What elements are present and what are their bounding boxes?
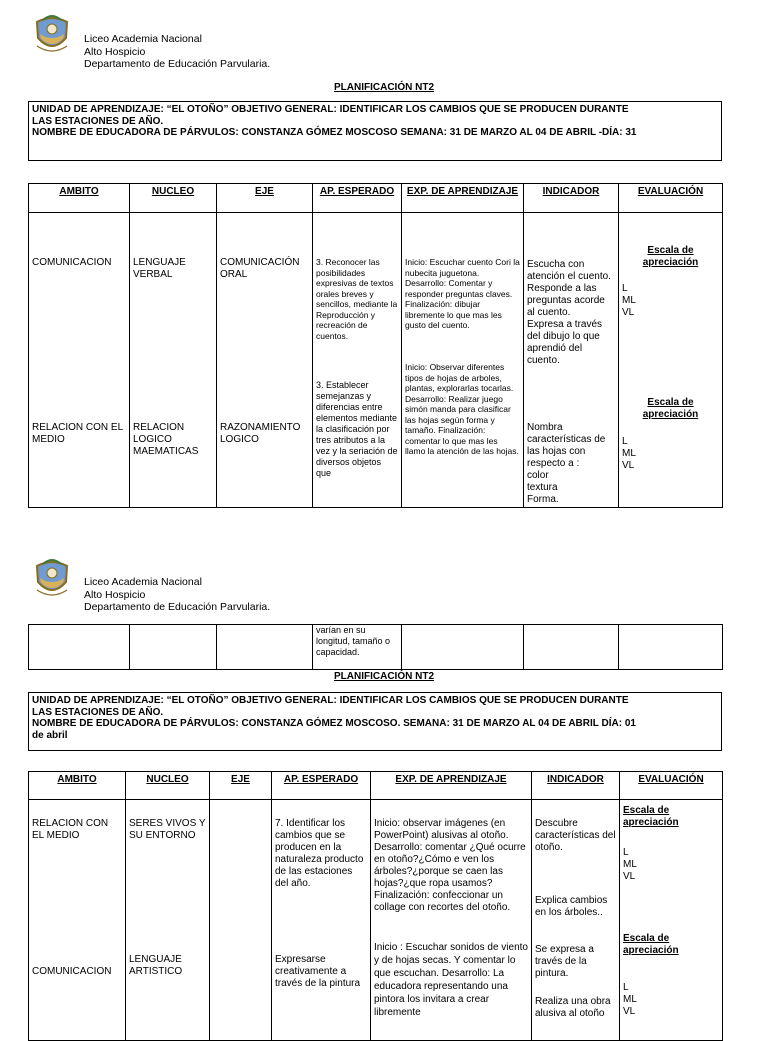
table-header-row — [29, 184, 723, 213]
nucleo-cell — [126, 800, 210, 1041]
col-indicador: INDICADOR — [524, 184, 619, 213]
evaluacion-cell — [620, 800, 723, 1041]
table-row — [29, 625, 723, 670]
eje-1: COMUNICACIÓN ORAL — [220, 257, 300, 280]
school-city: Alto Hospicio — [84, 588, 146, 601]
eje-cell — [217, 213, 313, 508]
unit-line-1: UNIDAD DE APRENDIZAJE: “EL OTOÑO” OBJETIVO GENERAL: IDENTIFICAR LOS CAMBIOS QUE SE PRODUCEN DURANTE — [32, 695, 629, 706]
school-name: Liceo Academia Nacional — [84, 576, 202, 588]
empty-cell — [29, 625, 130, 670]
ambito-1: RELACION CON EL MEDIO — [32, 818, 109, 841]
col-ap-esperado: AP. ESPERADO — [313, 184, 402, 213]
ap-esperado-cell — [313, 213, 402, 508]
school-header — [84, 33, 270, 71]
ap-esperado-2: 3. Establecer semejanzas y diferencias entre elementos mediante la clasificación por tres atributos a la vez y la seriación de diversos objetos que — [316, 380, 398, 478]
eval-levels-1: L ML VL — [623, 847, 637, 882]
col-ap-esperado: AP. ESPERADO — [272, 772, 371, 800]
eval-levels-1: L ML VL — [622, 283, 636, 318]
unit-info-box — [28, 101, 722, 161]
school-crest-logo-2 — [33, 556, 71, 600]
school-city: Alto Hospicio — [84, 45, 146, 58]
col-nucleo: NUCLEO — [130, 184, 217, 213]
nucleo-1: LENGUAJE VERBAL — [133, 257, 186, 280]
col-evaluacion: EVALUACIÓN — [619, 184, 723, 213]
eval-scale-2: Escala de apreciación — [623, 933, 679, 956]
nucleo-cell — [130, 213, 217, 508]
empty-cell — [619, 625, 723, 670]
indicador-2b: Realiza una obra alusiva al otoño — [535, 996, 611, 1019]
exp-aprendizaje-cell — [402, 213, 524, 508]
exp-aprendizaje-1: Inicio: observar imágenes (en PowerPoint) alusivas al otoño. Desarrollo: comentar ¿Qué ocurre en otoño?¿Cómo e ven los árboles?¿porque se caen las hojas?¿que ropa usamos? Finalización: confeccionar un collage con recortes del otoño. — [374, 818, 526, 913]
ambito-cell — [29, 800, 126, 1041]
carry-over-table — [28, 624, 723, 670]
col-eje: EJE — [217, 184, 313, 213]
indicador-cell — [524, 213, 619, 508]
table-row — [29, 800, 723, 1041]
plan-table-page2 — [28, 771, 723, 1041]
plan-title-2: PLANIFICACIÓN NT2 — [334, 671, 434, 682]
ambito-2: COMUNICACION — [32, 966, 112, 977]
unit-line-3: NOMBRE DE EDUCADORA DE PÁRVULOS: CONSTANZA GÓMEZ MOSCOSO. SEMANA: 31 DE MARZO AL 04 DE ABRIL DÍA: 01 — [32, 718, 636, 729]
col-eje: EJE — [210, 772, 272, 800]
exp-aprendizaje-cell — [371, 800, 532, 1041]
table-header-row — [29, 772, 723, 800]
indicador-1: Escucha con atención el cuento. Responde a las preguntas acorde al cuento. Expresa a través del dibujo lo que aprendió del cuento. — [527, 259, 611, 366]
empty-cell — [217, 625, 313, 670]
eval-levels-2: L ML VL — [623, 982, 637, 1017]
ambito-2: RELACION CON EL MEDIO — [32, 422, 123, 445]
department-name: Departamento de Educación Parvularia. — [84, 58, 271, 70]
empty-cell — [402, 625, 524, 670]
col-evaluacion: EVALUACIÓN — [620, 772, 723, 800]
school-name: Liceo Academia Nacional — [84, 33, 202, 45]
nucleo-1: SERES VIVOS Y SU ENTORNO — [129, 818, 206, 841]
indicador-1a: Descubre características del otoño. — [535, 818, 616, 853]
ap-esperado-1: 3. Reconocer las posibilidades expresivas de textos orales breves y sencillos, mediante la Reproducción y recreación de cuentos. — [316, 257, 398, 341]
indicador-1b: Explica cambios en los árboles.. — [535, 895, 608, 918]
evaluacion-cell — [619, 213, 723, 508]
eval-scale-2: Escala de apreciación — [642, 397, 699, 420]
col-ambito: AMBITO — [29, 772, 126, 800]
eval-levels-2: L ML VL — [622, 436, 636, 471]
indicador-2a: Se expresa a través de la pintura. — [535, 944, 594, 979]
ambito-cell — [29, 213, 130, 508]
plan-title: PLANIFICACIÓN NT2 — [334, 82, 434, 93]
col-ambito: AMBITO — [29, 184, 130, 213]
col-exp-aprendizaje: EXP. DE APRENDIZAJE — [402, 184, 524, 213]
eje-2: RAZONAMIENTO LOGICO — [220, 422, 301, 445]
col-nucleo: NUCLEO — [126, 772, 210, 800]
unit-line-4: de abril — [32, 729, 68, 741]
unit-info-box-2 — [28, 692, 722, 751]
school-crest-logo — [33, 12, 71, 56]
col-exp-aprendizaje: EXP. DE APRENDIZAJE — [371, 772, 532, 800]
unit-line-2: LAS ESTACIONES DE AÑO. — [32, 115, 164, 127]
nucleo-2: RELACION LOGICO MAEMATICAS — [133, 422, 199, 457]
plan-table-page1 — [28, 183, 723, 508]
eval-scale-1: Escala de apreciación — [642, 245, 699, 268]
indicador-cell — [532, 800, 620, 1041]
unit-line-1: UNIDAD DE APRENDIZAJE: “EL OTOÑO” OBJETIVO GENERAL: IDENTIFICAR LOS CAMBIOS QUE SE PRODUCEN DURANTE — [32, 104, 629, 115]
unit-line-3: NOMBRE DE EDUCADORA DE PÁRVULOS: CONSTANZA GÓMEZ MOSCOSO SEMANA: 31 DE MARZO AL 04 DE ABRIL -DÍA: 31 — [32, 127, 637, 138]
ap-esperado-1: 7. Identificar los cambios que se producen en la naturaleza producto de las estaciones del año. — [275, 818, 364, 889]
table-row — [29, 213, 723, 508]
ap-esperado-cell — [272, 800, 371, 1041]
exp-aprendizaje-2: Inicio : Escuchar sonidos de viento y de hojas secas. Y comentar lo que escuchan. Desarrollo: La educadora representando una pintora los invitara a crear libremente — [374, 942, 528, 1018]
ambito-1: COMUNICACION — [32, 257, 112, 268]
school-header-2 — [84, 576, 270, 614]
nucleo-2: LENGUAJE ARTISTICO — [129, 954, 183, 977]
exp-aprendizaje-2: Inicio: Observar diferentes tipos de hojas de arboles, plantas, explorarlas tocarlas. Desarrollo: Realizar juego simón manda para clasificar las hojas según forma y tamaño. Finalización: comentar lo que mas les llamo la atención de las hojas. — [405, 362, 519, 456]
exp-aprendizaje-1: Inicio: Escuchar cuento Cori la nubecita juguetona. Desarrollo: Comentar y responder preguntas claves. Finalización: dibujar libremente lo que mas les gusto del cuento. — [405, 257, 520, 330]
col-indicador: INDICADOR — [532, 772, 620, 800]
unit-line-2: LAS ESTACIONES DE AÑO. — [32, 706, 164, 718]
indicador-2: Nombra características de las hojas con respecto a : color textura Forma. — [527, 422, 606, 505]
ap-esperado-2: Expresarse creativamente a través de la pintura — [275, 954, 361, 989]
carry-over-ap-esperado: varían en su longitud, tamaño o capacidad. — [313, 625, 402, 670]
empty-cell — [130, 625, 217, 670]
department-name: Departamento de Educación Parvularia. — [84, 601, 271, 613]
empty-cell — [524, 625, 619, 670]
eje-cell — [210, 800, 272, 1041]
eval-scale-1: Escala de apreciación — [623, 805, 679, 828]
